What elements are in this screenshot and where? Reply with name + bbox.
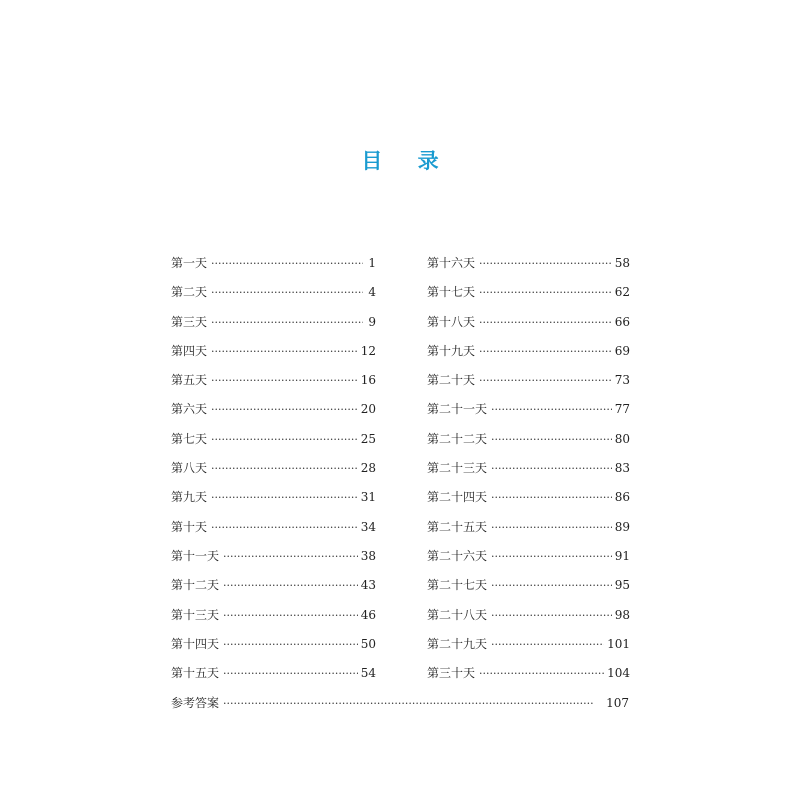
toc-entry-label: 第二十七天 [427,578,488,593]
toc-left-column [171,252,376,691]
toc-entry-page: 58 [614,256,630,270]
toc-entry-label: 第十一天 [171,548,220,563]
toc-entry[interactable] [427,340,630,369]
toc-dot-leader [479,663,604,685]
toc-entry[interactable] [427,633,630,662]
toc-entry[interactable] [427,252,630,281]
toc-dot-leader [491,487,612,509]
toc-dot-leader [223,605,358,627]
toc-entry-label: 第一天 [171,256,208,270]
toc-dot-leader [479,253,612,275]
toc-right-column [427,252,630,691]
toc-dot-leader [211,370,358,392]
toc-entry[interactable] [171,574,376,603]
toc-entry[interactable] [427,662,630,691]
toc-entry[interactable] [171,369,376,398]
toc-entry-page: 66 [614,314,630,329]
toc-entry-page: 77 [614,402,630,417]
toc-entry-page: 69 [614,343,630,358]
toc-entry-page: 38 [360,548,376,563]
toc-dot-leader [479,312,612,334]
toc-dot-leader [491,399,612,421]
toc-entry[interactable] [171,311,376,340]
toc-entry[interactable] [427,311,630,340]
toc-entry-label: 第五天 [171,373,208,388]
toc-entry-label: 第九天 [171,490,208,505]
toc-entry-page: 12 [360,343,376,358]
toc-entry-label: 第十九天 [427,343,476,358]
toc-entry[interactable] [171,281,376,310]
toc-entry[interactable] [171,604,376,633]
toc-entry-label: 第十四天 [171,636,220,651]
toc-entry[interactable] [427,574,630,603]
toc-entry[interactable] [171,252,376,281]
toc-entry[interactable] [427,457,630,486]
toc-entry-page: 89 [614,519,630,534]
toc-entry-label: 第七天 [171,431,208,446]
toc-entry-page: 25 [360,431,376,446]
toc-entry-label: 第二十一天 [427,402,488,417]
toc-entry[interactable] [427,428,630,457]
toc-dot-leader [479,370,612,392]
toc-dot-leader [211,253,363,275]
toc-dot-leader [223,663,358,685]
toc-entry-page: 62 [614,285,630,300]
toc-dot-leader [491,634,604,656]
toc-entry-label: 第二十二天 [427,431,488,446]
toc-entry-label: 第十六天 [427,256,476,270]
toc-entry-page: 50 [360,636,376,651]
toc-entry-label: 第十三天 [171,607,220,622]
toc-dot-leader [211,458,358,480]
toc-dot-leader [211,399,358,421]
toc-entry-page: 28 [360,461,376,476]
toc-entry-label: 第二十八天 [427,607,488,622]
toc-entry-page: 107 [606,696,629,710]
toc-entry-label: 第二天 [171,285,208,300]
toc-entry[interactable] [427,516,630,545]
page-title: 目 录 [361,148,453,173]
toc-entry-page: 4 [368,285,376,300]
toc-entry[interactable] [171,516,376,545]
toc-entry-page: 95 [614,578,630,593]
toc-dot-leader [491,546,612,568]
toc-entry[interactable] [171,633,376,662]
toc-entry-label: 第三天 [171,314,208,329]
toc-entry-page: 104 [607,666,630,681]
toc-entry-page: 91 [614,548,630,563]
toc-entry-page: 1 [368,256,376,270]
toc-entry-page: 80 [614,431,630,446]
toc-dot-leader [479,341,612,363]
toc-dot-leader [223,575,358,597]
toc-entry-page: 20 [360,402,376,417]
toc-entry-label: 第六天 [171,402,208,417]
toc-entry-label: 第二十六天 [427,548,488,563]
toc-entry-page: 86 [614,490,630,505]
toc-dot-leader [211,429,358,451]
toc-dot-leader [479,282,612,304]
toc-entry-page: 43 [360,578,376,593]
toc-entry-label: 第八天 [171,461,208,476]
toc-entry-page: 98 [614,607,630,622]
toc-entry-answers[interactable] [171,692,629,721]
toc-entry-label: 第二十四天 [427,490,488,505]
toc-entry-label: 第十二天 [171,578,220,593]
toc-entry[interactable] [171,340,376,369]
toc-entry[interactable] [171,457,376,486]
toc-dot-leader [223,634,358,656]
toc-entry[interactable] [171,486,376,515]
toc-entry-page: 54 [360,666,376,681]
toc-entry-label: 第二十三天 [427,461,488,476]
toc-entry[interactable] [171,428,376,457]
toc-entry-page: 34 [360,519,376,534]
toc-entry[interactable] [427,369,630,398]
toc-entry[interactable] [171,545,376,574]
toc-entry-label: 第二十九天 [427,636,488,651]
toc-entry-label: 第三十天 [427,666,476,681]
toc-entry-page: 31 [360,490,376,505]
toc-dot-leader [211,487,358,509]
toc-dot-leader [211,282,363,304]
toc-entry[interactable] [427,604,630,633]
toc-entry-label: 第十七天 [427,285,476,300]
toc-dot-leader [491,517,612,539]
toc-entry-label: 第十五天 [171,666,220,681]
toc-dot-leader [223,546,358,568]
toc-entry-page: 9 [368,314,376,329]
toc-entry[interactable] [171,398,376,427]
toc-entry-label: 参考答案 [171,696,220,710]
toc-dot-leader [223,693,603,715]
toc-entry-label: 第十八天 [427,314,476,329]
toc-dot-leader [491,429,612,451]
toc-entry-page: 83 [614,461,630,476]
toc-dot-leader [211,341,358,363]
toc-entry[interactable] [427,398,630,427]
toc-dot-leader [491,458,612,480]
toc-dot-leader [211,312,363,334]
toc-entry-page: 46 [360,607,376,622]
toc-dot-leader [491,575,612,597]
toc-dot-leader [211,517,358,539]
toc-entry-label: 第二十五天 [427,519,488,534]
toc-entry[interactable] [427,486,630,515]
toc-entry[interactable] [171,662,376,691]
toc-entry[interactable] [427,545,630,574]
toc-entry-label: 第四天 [171,343,208,358]
toc-entry-label: 第二十天 [427,373,476,388]
toc-entry-page: 101 [607,636,630,651]
toc-entry[interactable] [427,281,630,310]
toc-dot-leader [491,605,612,627]
toc-entry-page: 73 [614,373,630,388]
toc-entry-page: 16 [360,373,376,388]
toc-entry-label: 第十天 [171,519,208,534]
